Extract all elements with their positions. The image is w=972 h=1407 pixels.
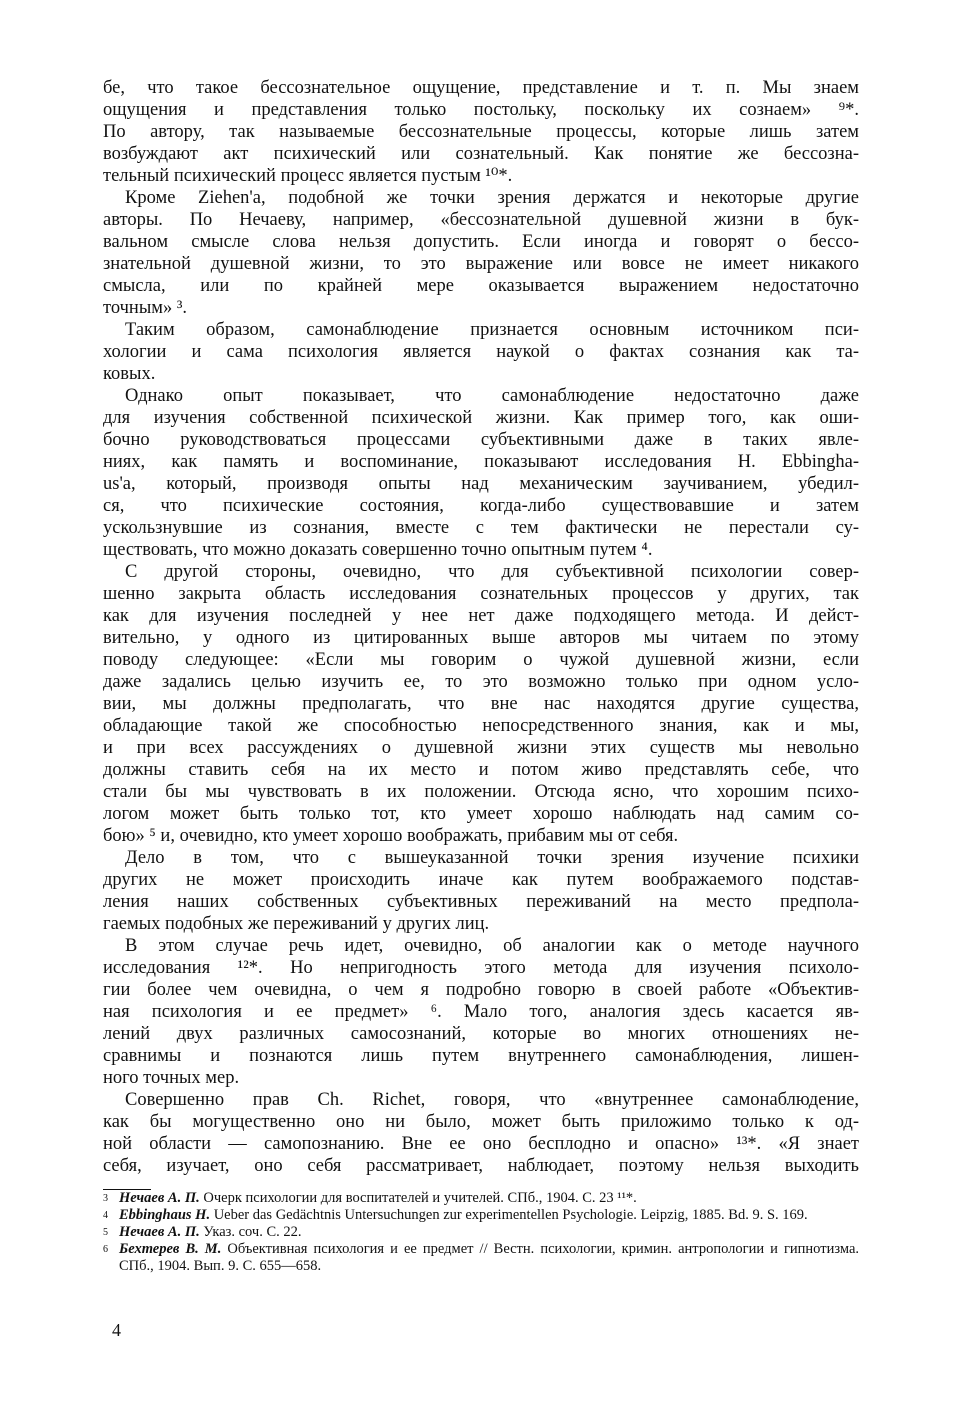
footnotes [103, 1190, 859, 1275]
text-line: исследования ¹²*. Но непригодность этого метода для изучения психоло- [103, 958, 859, 978]
paragraph [103, 385, 859, 561]
text-line: шенно закрыта область исследования сознательных процессов у других, так [103, 584, 859, 604]
text-line: ления наших собственных субъективных переживаний на место предпола- [103, 892, 859, 912]
footnote-number: 4 [103, 1210, 108, 1221]
footnote-number: 6 [103, 1244, 108, 1255]
text-line: бою» ⁵ и, очевидно, кто умеет хорошо воображать, прибавим мы от себя. [103, 826, 679, 846]
text-line: возбуждают акт психический или сознательный. Как понятие же бессозна- [103, 144, 859, 164]
text-line: Совершенно прав Ch. Richet, говоря, что «внутреннее самонаблюдение, [125, 1090, 859, 1110]
text-line: По автору, так называемые бессознательные процессы, которые лишь затем [103, 122, 859, 142]
text-line: ся, что психические состояния, когда-либо существовавшие и затем [103, 496, 859, 516]
footnote-text: Очерк психологии для воспитателей и учителей. СПб., 1904. С. 23 ¹¹*. [203, 1190, 637, 1206]
text-line: точным» ³. [103, 298, 187, 318]
footnote [103, 1190, 859, 1207]
text-line: ществовать, что можно доказать совершенно точно опытным путем ⁴. [103, 540, 653, 560]
text-line: ной области — самопознанию. Вне ее оно бесплодно и опасно» ¹³*. «Я знает [103, 1134, 859, 1154]
text-line: смысла, или по крайней мере оказывается выражением недостаточно [103, 276, 859, 296]
paragraph [103, 935, 859, 1089]
footnote-number: 5 [103, 1227, 108, 1238]
text-line: вии, мы должны предполагать, что вне нас находятся другие существа, [103, 694, 859, 714]
text-line: В этом случае речь идет, очевидно, об аналогии как о методе научного [125, 936, 859, 956]
text-line: Однако опыт показывает, что самонаблюдение недостаточно даже [125, 386, 859, 406]
text-line: других не может происходить иначе как путем воображаемого подстав- [103, 870, 859, 890]
footnote-text: Объективная психология и ее предмет // Вестн. психологии, кримин. антропологии и гипнотизма. СПб., 1904. Вып. 9. С. 655—658. [119, 1241, 860, 1274]
text-line: хологии и сама психология является наукой о фактах сознания как та- [103, 342, 859, 362]
text-line: Кроме Ziehen'a, подобной же точки зрения держатся и некоторые другие [125, 188, 859, 208]
text-line: ного точных мер. [103, 1068, 240, 1088]
text-line: бочно руководствоваться процессами субъективными даже в таких явле- [103, 430, 859, 450]
text-line: поводу следующее: «Если мы говорим о чужой душевной жизни, если [103, 650, 859, 670]
text-line: для изучения собственной психической жизни. Как пример того, как оши- [103, 408, 859, 428]
text-line: ощущения и представления только постольку, поскольку их сознаем» ⁹*. [103, 100, 859, 120]
footnote-author: Нечаев А. П. [119, 1224, 200, 1240]
text-line: авторы. По Нечаеву, например, «бессознательной душевной жизни в бук- [103, 210, 859, 230]
text-line: и при всех рассуждениях о душевной жизни этих существ мы невольно [103, 738, 859, 758]
footnote [103, 1224, 859, 1241]
text-line: гаемых подобных же переживаний у других лиц. [103, 914, 490, 934]
text-line: С другой стороны, очевидно, что для субъективной психологии совер- [125, 562, 859, 582]
paragraph [103, 77, 859, 187]
paragraph [103, 187, 859, 319]
paragraph [103, 561, 859, 847]
footnote-text: Указ. соч. С. 22. [203, 1224, 302, 1240]
text-line: ниях, как память и воспоминание, показывают исследования H. Ebbingha- [103, 452, 859, 472]
footnote-text: Ueber das Gedächtnis Untersuchungen zur experimentellen Psychologie. Leipzig, 1885. Bd. 9. S. 169. [213, 1207, 808, 1223]
paragraph [103, 319, 859, 385]
text-line: ная психология и ее предмет» ⁶. Мало того, аналогия здесь касается яв- [103, 1002, 859, 1022]
footnote-author: Нечаев А. П. [119, 1190, 200, 1206]
text-line: себя, изучает, оно себя рассматривает, наблюдает, поэтому нельзя выходить [103, 1156, 859, 1176]
text-line: вительно, у одного из цитированных выше авторов мы читаем по этому [103, 628, 859, 648]
text-line: гии более чем очевидна, о чем я подробно говорю в своей работе «Объектив- [103, 980, 859, 1000]
text-line: должны ставить себя на их место и потом живо представлять себе, что [103, 760, 859, 780]
text-line: ковых. [103, 364, 156, 384]
text-line: ускользнувшие из сознания, вместе с тем фактически не перестали су- [103, 518, 859, 538]
footnote [103, 1207, 859, 1224]
text-line: стали бы мы чувствовать в их положении. Отсюда ясно, что хорошим психо- [103, 782, 859, 802]
footnote-author: Ebbinghaus H. [119, 1207, 211, 1223]
text-line: лений двух различных самосознаний, которые во многих отношениях не- [103, 1024, 859, 1044]
footnote [103, 1241, 859, 1275]
text-line: Дело в том, что с вышеуказанной точки зрения изучение психики [125, 848, 859, 868]
page-number: 4 [112, 1320, 121, 1340]
body-text [103, 77, 859, 1177]
text-line: как для изучения последней у нее нет даже подходящего метода. И дейст- [103, 606, 859, 626]
text-line: вальном смысле слова нельзя допустить. Если иногда и говорят о бессо- [103, 232, 859, 252]
text-line: даже задались целью изучить ее, то это возможно только при одном усло- [103, 672, 859, 692]
text-line: обладающие такой же способностью непосредственного знания, как и мы, [103, 716, 859, 736]
paragraph [103, 1089, 859, 1177]
footnote-number: 3 [103, 1193, 108, 1204]
text-line: us'a, который, производя опыты над механическим заучиванием, убедил- [103, 474, 859, 494]
text-line: сравнимы и познаются лишь путем внутреннего самонаблюдения, лишен- [103, 1046, 859, 1066]
text-line: логом может быть только тот, кто умеет хорошо наблюдать над самим со- [103, 804, 859, 824]
text-line: Таким образом, самонаблюдение признается основным источником пси- [125, 320, 859, 340]
footnote-author: Бехтерев В. М. [119, 1241, 222, 1257]
text-line: как бы могущественно оно ни было, может быть приложимо только к од- [103, 1112, 859, 1132]
text-line: знательной душевной жизни, то это выражение или вовсе не имеет никакого [103, 254, 859, 274]
text-line: бе, что такое бессознательное ощущение, представление и т. п. Мы знаем [103, 78, 859, 98]
paragraph [103, 847, 859, 935]
text-line: тельный психический процесс является пустым ¹⁰*. [103, 166, 513, 186]
